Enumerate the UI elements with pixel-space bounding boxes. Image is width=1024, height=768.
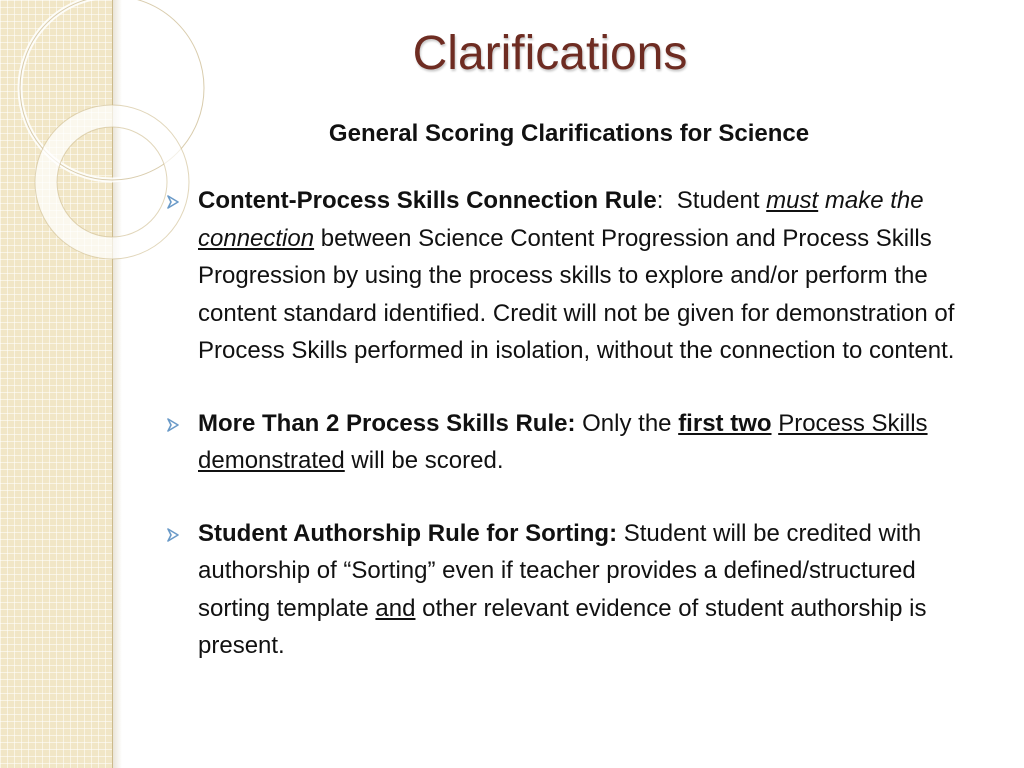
rule-text: between Science Content Progression and Process Skills Progression by using the process skills to explore and/or perform the content standard identified. Credit will not be given for demonstration of Process Skills performed in isolation, without the connection to content. [198,224,955,364]
rule-heading: Content-Process Skills Connection Rule [198,187,657,214]
slide-title: Clarifications [412,27,688,80]
bullet-content-process-rule [160,182,960,370]
rule-text: other relevant evidence of student authorship is present. [198,594,927,659]
rule-colon: : [656,187,664,214]
rule-text: Student will be credited with authorship of “Sorting” even if teacher provides a defined/structured sorting template [198,519,922,622]
rule-text: will be scored. [344,447,504,474]
bullet-student-authorship-rule [160,515,960,665]
arrowhead-bullet-icon [166,418,180,432]
arrowhead-bullet-icon [166,195,180,209]
rule-text: Student [676,187,767,214]
slide-subtitle: General Scoring Clarifications for Science [328,120,810,147]
bullet-list [160,182,960,665]
rule-heading: More Than 2 Process Skills Rule: [198,409,576,437]
emphasis-and: and [375,594,416,622]
emphasis-first-two: first two [678,409,772,437]
emphasis-connection: connection [198,224,315,252]
rule-heading: Student Authorship Rule for Sorting: [198,519,618,547]
emphasis-process-skills-demonstrated: Process Skills demonstrated [198,409,928,474]
rule-text: Only the [575,409,679,437]
arrowhead-bullet-icon [166,528,180,542]
bullet-more-than-two-rule [160,405,960,480]
rule-text-italic: make the [818,187,924,214]
emphasis-must: must [766,187,819,214]
